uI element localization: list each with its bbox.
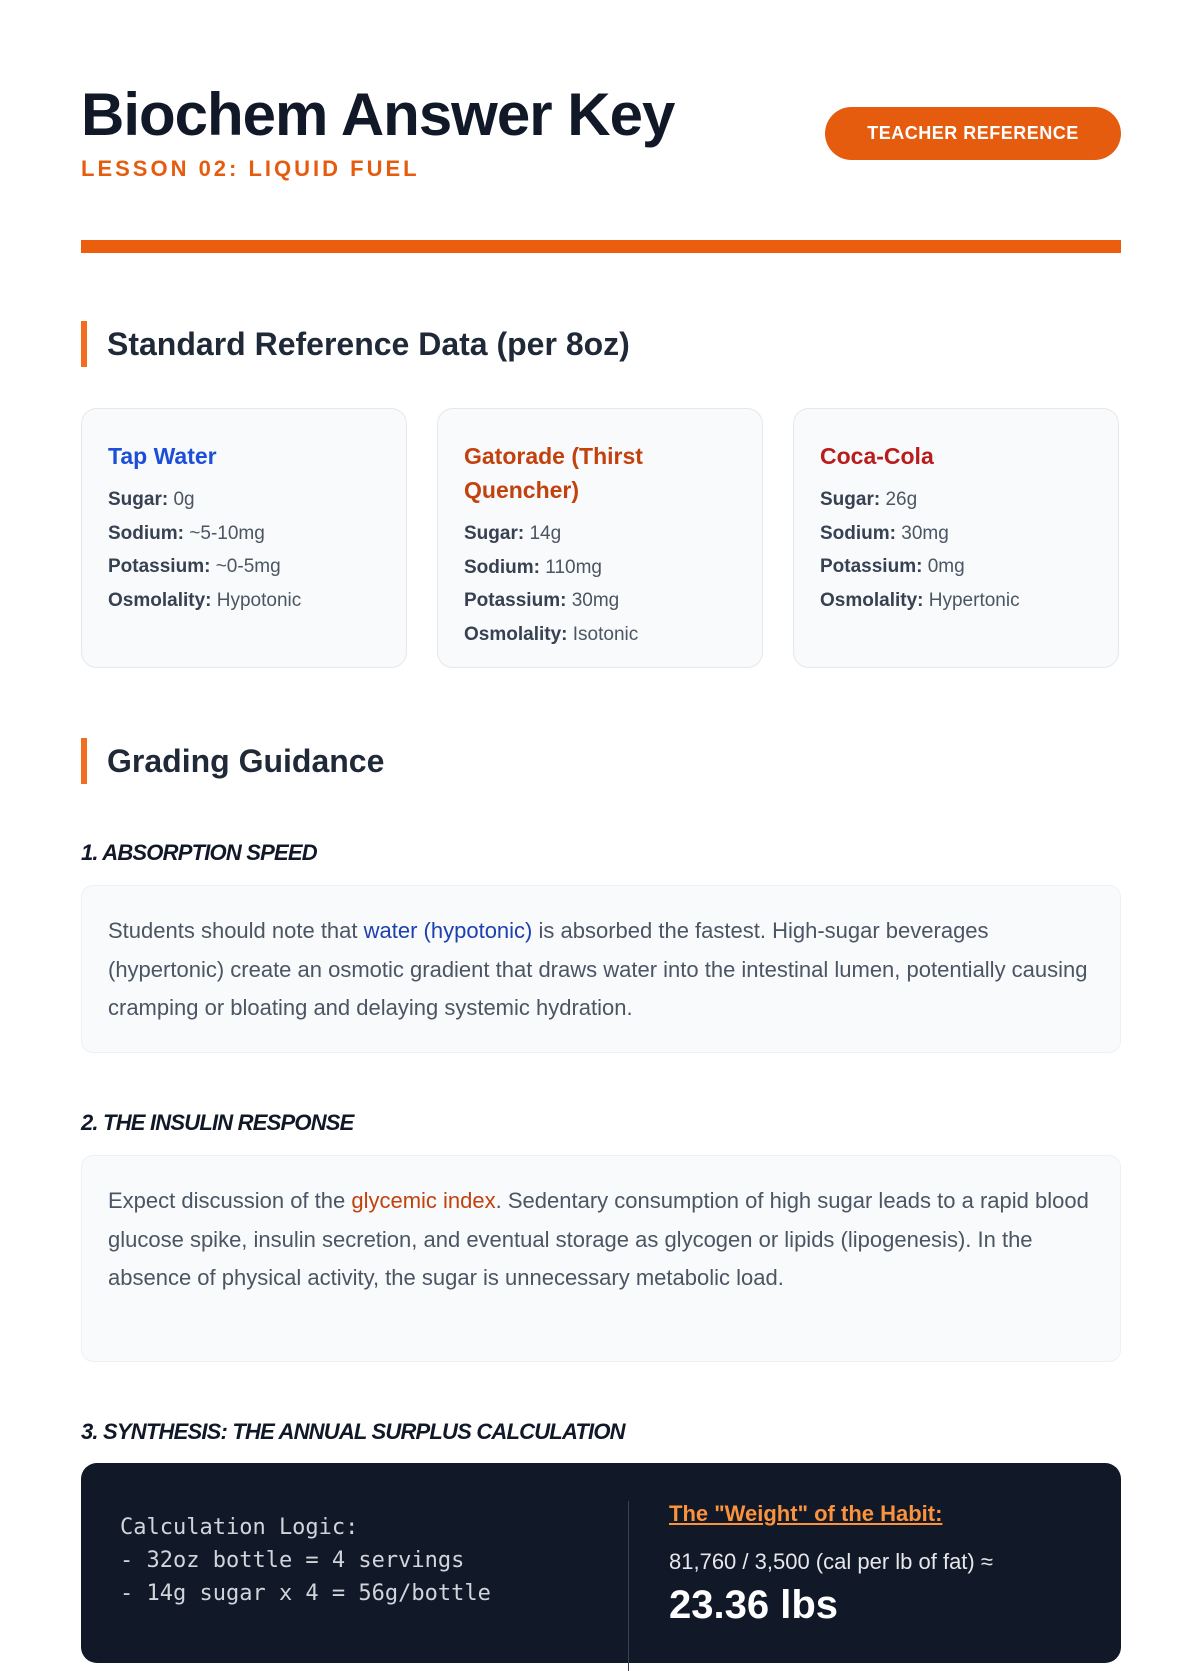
page-title: Biochem Answer Key [81, 81, 675, 148]
stat-label: Sugar: [820, 489, 881, 510]
answer-absorption-speed [81, 885, 1121, 1053]
stat-value: Hypotonic [216, 589, 302, 611]
reference-cards [81, 408, 1121, 670]
header-divider [81, 240, 1121, 253]
stat-value: 110mg [545, 556, 602, 578]
stat-row [820, 483, 1092, 517]
calculation-box [81, 1463, 1121, 1663]
stat-value: 0g [173, 489, 195, 510]
answer-highlight: glycemic index [351, 1188, 496, 1213]
calc-divider [628, 1501, 629, 1671]
stat-row [464, 584, 736, 618]
answer-text: . Sedentary consumption of high sugar leads to a rapid blood glucose spike, insulin secretion, and eventual storage as glycogen or lipids (lipogenesis). In the absence of physical activity, the sugar is unnecessary metabolic load. [108, 1188, 1089, 1290]
stat-value: Isotonic [572, 623, 639, 645]
stat-row [464, 551, 736, 585]
drink-name: Tap Water [108, 443, 217, 469]
stat-value: ~0-5mg [215, 556, 281, 577]
stat-row [108, 550, 380, 584]
grading-section-heading [81, 738, 1121, 784]
stat-value: ~5-10mg [189, 522, 265, 544]
drink-name: Gatorade (Thirst Quencher) [464, 443, 643, 503]
question-label-insulin: 2. THE INSULIN RESPONSE [81, 1110, 354, 1135]
stat-label: Osmolality: [820, 589, 924, 611]
stat-value: 30mg [571, 590, 620, 611]
stat-row [108, 584, 380, 618]
calc-line: Calculation Logic: [120, 1515, 359, 1540]
reference-heading: Standard Reference Data (per 8oz) [107, 326, 630, 362]
question-label-absorption: 1. ABSORPTION SPEED [81, 840, 317, 865]
drink-card-tap-water [81, 408, 407, 668]
answer-text: Expect discussion of the [108, 1188, 352, 1213]
drink-card-coca-cola [793, 408, 1119, 668]
stat-label: Sugar: [108, 489, 169, 510]
stat-label: Osmolality: [464, 623, 568, 645]
stat-row [820, 517, 1092, 551]
stat-label: Sodium: [108, 522, 184, 544]
answer-insulin-response [81, 1155, 1121, 1362]
answer-text: Students should note that [108, 918, 364, 943]
stat-label: Sodium: [820, 522, 896, 544]
stat-row [820, 584, 1092, 618]
stat-value: 30mg [901, 522, 949, 544]
stat-value: 0mg [927, 556, 965, 577]
stat-value: Hypertonic [928, 589, 1020, 611]
stat-label: Sodium: [464, 556, 540, 578]
stat-label: Osmolality: [108, 589, 212, 611]
weight-of-habit-title: The "Weight" of the Habit: [669, 1501, 943, 1526]
answer-text: is absorbed the fastest. High-sugar beverages (hypertonic) create an osmotic gradient that draws water into the intestinal lumen, potentially causing cramping or bloating and delaying systemic hydration. [108, 918, 1088, 1020]
calc-line: - 14g sugar x 4 = 56g/bottle [120, 1581, 491, 1606]
heading-accent-bar [81, 321, 87, 367]
stat-row [108, 517, 380, 551]
stat-row [464, 517, 736, 551]
stat-value: 26g [885, 489, 918, 510]
stat-row [464, 618, 736, 652]
stat-label: Potassium: [464, 590, 567, 611]
stat-row [820, 550, 1092, 584]
weight-result: 23.36 lbs [669, 1583, 839, 1627]
stat-label: Potassium: [820, 556, 923, 577]
stat-label: Potassium: [108, 556, 211, 577]
stat-label: Sugar: [464, 523, 525, 544]
stat-value: 14g [529, 523, 562, 544]
heading-accent-bar [81, 738, 87, 784]
reference-section-heading [81, 321, 1121, 367]
drink-card-gatorade [437, 408, 763, 668]
stat-row [108, 483, 380, 517]
calc-line: - 32oz bottle = 4 servings [120, 1548, 465, 1573]
question-label-synthesis: 3. SYNTHESIS: THE ANNUAL SURPLUS CALCULATION [81, 1419, 625, 1444]
drink-name: Coca-Cola [820, 443, 934, 469]
answer-highlight: water (hypotonic) [363, 918, 533, 943]
teacher-reference-badge: TEACHER REFERENCE [825, 107, 1121, 160]
grading-heading: Grading Guidance [107, 743, 385, 779]
page-header [81, 82, 1121, 202]
weight-equation: 81,760 / 3,500 (cal per lb of fat) ≈ [669, 1549, 993, 1574]
lesson-subtitle: LESSON 02: LIQUID FUEL [81, 156, 420, 181]
calculation-logic [120, 1511, 491, 1610]
